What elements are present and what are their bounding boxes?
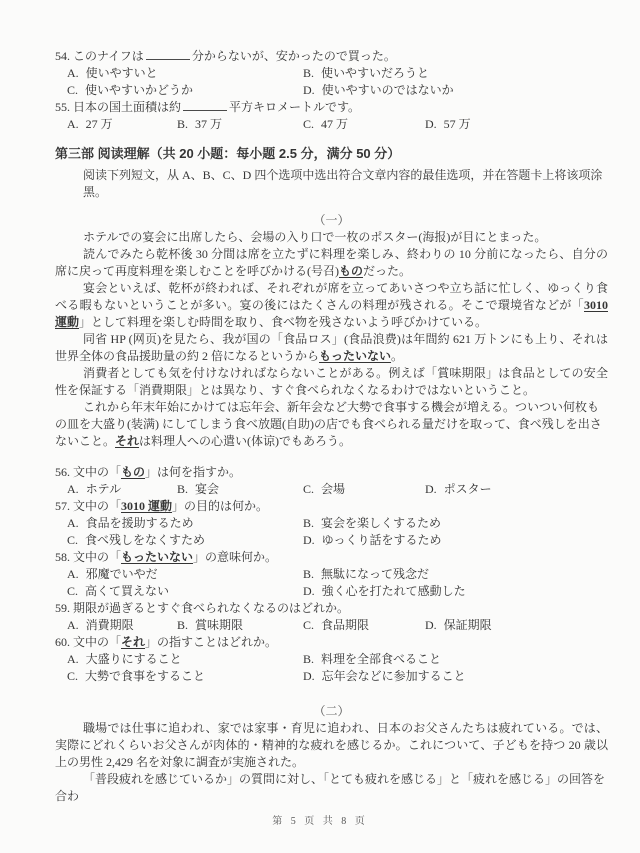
underlined-term: 3010 運動 <box>55 298 608 329</box>
option-b: B. 宴会を楽しくするため <box>303 516 442 530</box>
question-57-stem: 57. 文中の「3010 運動」の目的は何か。 <box>55 499 269 513</box>
question-58 <box>55 549 608 600</box>
option-d: D. ゆっくり話をするため <box>303 533 442 547</box>
question-57-options <box>55 515 608 549</box>
option-d: D. 使いやすいのではないか <box>303 83 454 97</box>
option-b: B. 料理を全部食べること <box>303 652 442 666</box>
question-58-options <box>55 566 608 600</box>
underlined-term: それ <box>121 635 146 649</box>
option-b: B. 無駄になって残念だ <box>303 567 430 581</box>
underlined-term: もの <box>339 264 364 278</box>
passage-2 <box>55 720 608 805</box>
option-a: A. 邪魔でいやだ <box>67 567 158 581</box>
passage-2-heading: （二） <box>313 704 350 718</box>
passage-1-paragraph-3: 宴会といえば、乾杯が終われば、それぞれが席を立ってあいさつや立ち話に忙しく、ゆっくり食べる暇もないということが多い。宴の後にはたくさんの料理が残される。そこで環境省などが「3010 運動」として料理を楽しむ時間を取り、食べ物を残さないよう呼びかけている。 <box>55 281 608 329</box>
option-d: D. 57 万 <box>425 117 471 131</box>
question-54-options <box>55 65 608 99</box>
option-a: A. 食品を援助するため <box>67 516 194 530</box>
option-a: A. 使いやすいと <box>67 66 158 80</box>
question-55-stem: 55. 日本の国土面積は約 平方キロメートルです。 <box>55 100 361 114</box>
question-59-stem: 59. 期限が過ぎるとすぐ食べられなくなるのはどれか。 <box>55 601 350 615</box>
option-a: A. 大盛りにすること <box>67 652 182 666</box>
passage-1 <box>55 229 608 450</box>
underlined-term: もったいない <box>121 550 194 564</box>
option-b: B. 宴会 <box>177 482 220 496</box>
passage-1-paragraph-4: 同省 HP (网页)を見たら、我が国の「食品ロス」(食品浪费)は年間約 621 万トンにも上り、それは世界全体の食品援助量の約 2 倍になるというからもったいない。 <box>55 332 608 363</box>
option-b: B. 賞味期限 <box>177 618 244 632</box>
question-60-options <box>55 651 608 685</box>
option-b: B. 使いやすいだろうと <box>303 66 430 80</box>
option-c: C. 47 万 <box>303 117 349 131</box>
passage-1-heading: （一） <box>313 213 350 227</box>
question-55-options <box>55 116 608 133</box>
option-d: D. ポスター <box>425 482 492 496</box>
underlined-term: それ <box>115 434 140 448</box>
option-d: D. 保証期限 <box>425 618 492 632</box>
page-footer: 第 5 页 共 8 页 <box>272 816 368 827</box>
underlined-term: もの <box>121 465 146 479</box>
passage-1-paragraph-5: 消費者としても気を付けなければならないことがある。例えば「賞味期限」は食品としての安全性を保証する「消費期限」とは異なり、すぐ食べられなくなるわけではないということ。 <box>55 366 608 397</box>
option-b: B. 37 万 <box>177 117 223 131</box>
question-57 <box>55 498 608 549</box>
question-56 <box>55 464 608 498</box>
fill-in-blank <box>146 48 190 60</box>
option-c: C. 食べ残しをなくすため <box>67 533 206 547</box>
question-55 <box>55 99 608 133</box>
option-c: C. 大勢で食事をすること <box>67 669 206 683</box>
underlined-term: もったいない <box>319 349 392 363</box>
question-54 <box>55 48 608 99</box>
section-title: 第三部 阅读理解（共 20 小题：每小题 2.5 分，满分 50 分） <box>55 146 401 161</box>
option-d: D. 強く心を打たれて感動した <box>303 584 466 598</box>
section-instruction: 阅读下列短文，从 A、B、C、D 四个选项中选出符合文章内容的最佳选项，并在答题卡上将该项涂黑。 <box>83 168 603 199</box>
question-59 <box>55 600 608 634</box>
option-d: D. 忘年会などに参加すること <box>303 669 466 683</box>
passage-1-paragraph-2: 読んでみたら乾杯後 30 分間は席を立たずに料理を楽しみ、終わりの 10 分前になったら、自分の席に戻って再度料理を楽しむことを呼びかける(号召)ものだった。 <box>55 247 608 278</box>
question-59-options <box>55 617 608 634</box>
question-56-options <box>55 481 608 498</box>
underlined-term: 3010 運動 <box>121 499 173 513</box>
option-c: C. 会場 <box>303 482 346 496</box>
fill-in-blank <box>183 99 227 111</box>
question-56-stem: 56. 文中の「もの」は何を指すか。 <box>55 465 242 479</box>
passage-2-paragraph-1: 職場では仕事に追われ、家では家事・育児に追われ、日本のお父さんたちは疲れている。では、実際にどれくらいお父さんが肉体的・精神的な疲れを感じるか。これについて、子どもを持つ 20 歳以上の男性 2,429 名を対象に調査が実施された。 <box>55 721 608 769</box>
question-60 <box>55 634 608 685</box>
passage-2-paragraph-2: 「普段疲れを感じているか」の質問に対し、「とても疲れを感じる」と「疲れを感じる」の回答を合わ <box>55 772 606 803</box>
option-a: A. 27 万 <box>67 117 113 131</box>
passage-1-paragraph-6: これから年末年始にかけては忘年会、新年会など大勢で食事する機会が増える。ついつい何枚もの皿を大盛り(装满) にしてしまう食べ放題(自助)の店でも食べられる量だけを取って、食べ残しを出さないこと。それは料理人への心遣い(体谅)でもあろう。 <box>55 400 602 448</box>
option-c: C. 使いやすいかどうか <box>67 83 194 97</box>
option-c: C. 食品期限 <box>303 618 370 632</box>
option-a: A. 消費期限 <box>67 618 134 632</box>
passage-1-paragraph-1: ホテルでの宴会に出席したら、会場の入り口で一枚のポスター(海报)が目にとまった。 <box>83 230 547 244</box>
option-c: C. 高くて買えない <box>67 584 170 598</box>
question-54-stem: 54. このナイフは 分からないが、安かったので買った。 <box>55 49 396 63</box>
question-60-stem: 60. 文中の「それ」の指すことはどれか。 <box>55 635 278 649</box>
question-58-stem: 58. 文中の「もったいない」の意味何か。 <box>55 550 278 564</box>
option-a: A. ホテル <box>67 482 122 496</box>
